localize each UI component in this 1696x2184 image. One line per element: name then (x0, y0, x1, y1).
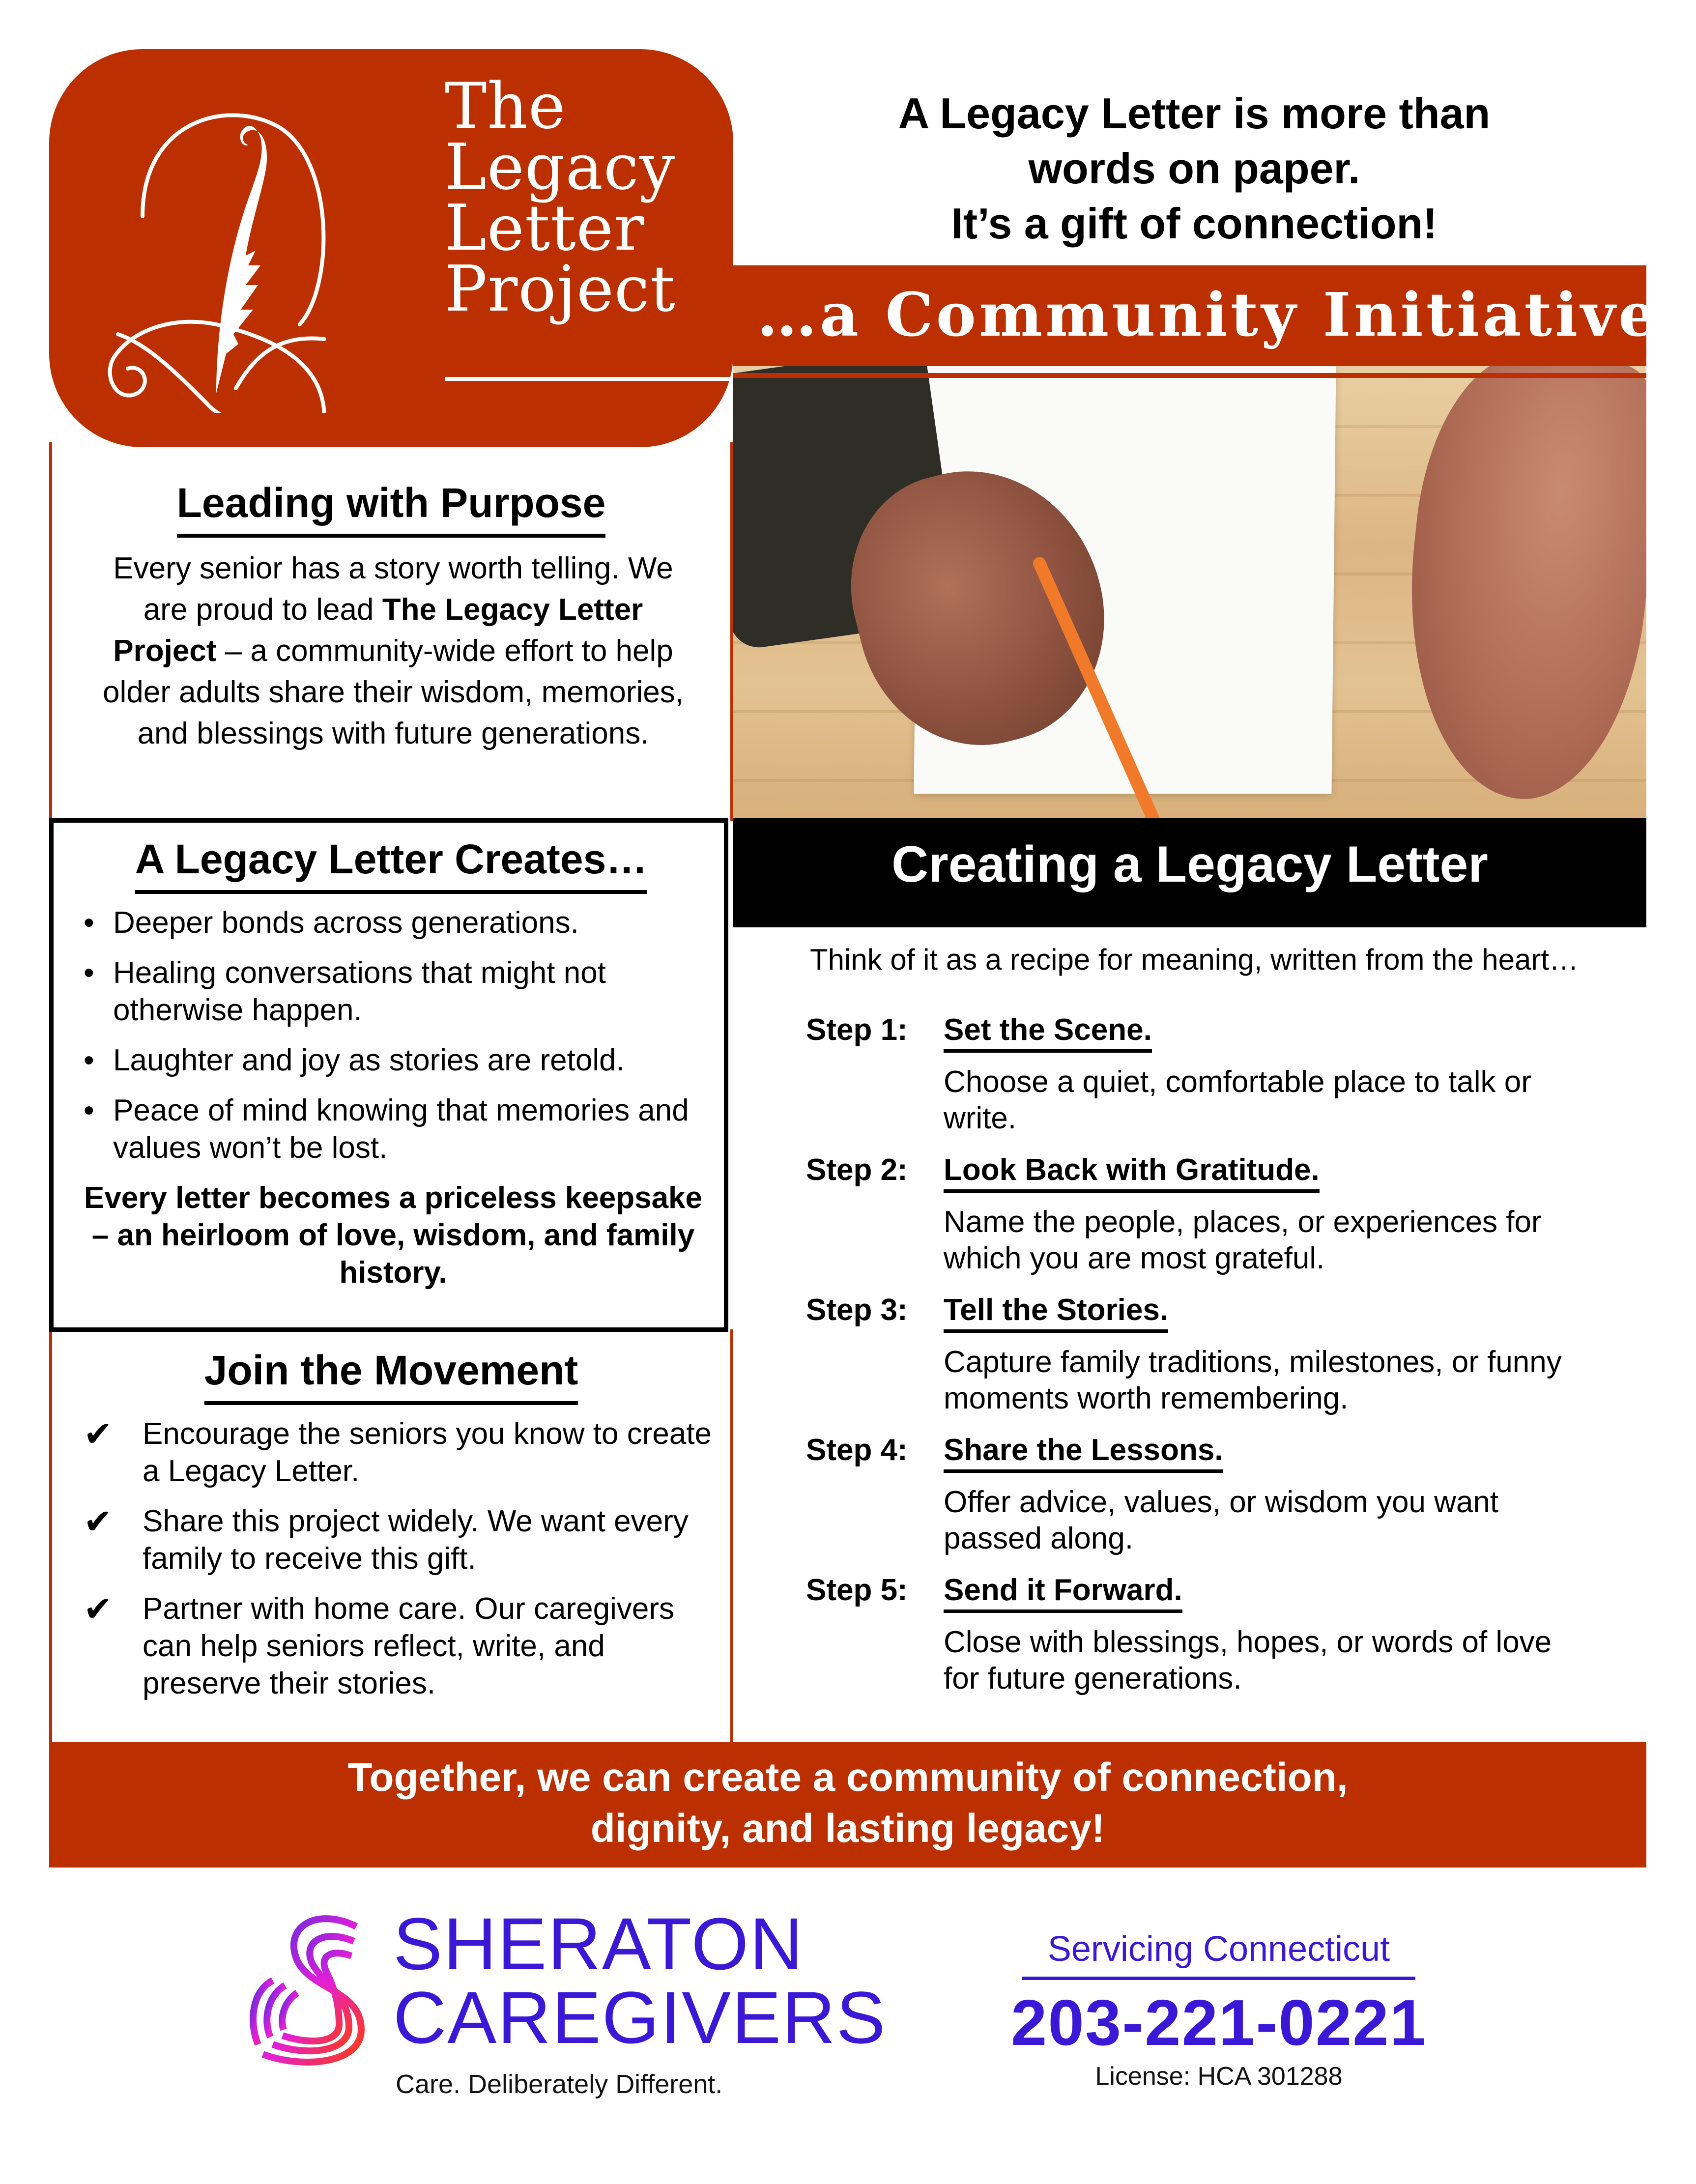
brand-line: CAREGIVERS (393, 1976, 887, 2059)
step-title: Send it Forward. (944, 1573, 1182, 1613)
leading-body-text: Every senior has a story worth telling. We are proud to lead (113, 551, 673, 627)
step-title: Set the Scene. (944, 1012, 1152, 1053)
bullet-icon: • (84, 906, 94, 940)
logo-title-line: The (445, 70, 566, 143)
step-number: Step 1: (806, 1013, 908, 1047)
fingerprint-s-icon (243, 1907, 376, 2074)
join-heading-text: Join the Movement (204, 1347, 578, 1405)
license-number: License: HCA 301288 (1095, 2062, 1343, 2091)
list-item (74, 1042, 713, 1079)
step-description: Offer advice, values, or wisdom you want passed along. (944, 1485, 1499, 1555)
join-list (74, 1415, 722, 1715)
creates-list (74, 904, 713, 1179)
list-item-text: Peace of mind knowing that memories and values won’t be lost. (113, 1093, 689, 1165)
list-item-text: Laughter and joy as stories are retold. (113, 1043, 625, 1077)
leading-body-text: – a community-wide effort to help older adults share their wisdom, memories, and blessings with future generations. (103, 634, 684, 750)
logo-title (445, 70, 720, 326)
banner-line: Together, we can create a community of connection, (347, 1755, 1348, 1800)
list-item-text: Partner with home care. Our caregivers can help seniors reflect, write, and preserve their stories. (143, 1592, 674, 1700)
join-heading (49, 1347, 733, 1405)
checkmark-icon: ✔ (84, 1415, 113, 1453)
sheraton-caregivers-wordmark (393, 1902, 887, 2059)
tagline-line: It’s a gift of connection! (951, 199, 1437, 248)
list-item (74, 954, 713, 1029)
list-item (74, 1415, 722, 1490)
step-title: Tell the Stories. (944, 1293, 1168, 1333)
resting-hand (1389, 366, 1646, 810)
leading-heading-text: Leading with Purpose (177, 479, 606, 538)
list-item-text: Encourage the seniors you know to create a Legacy Letter. (143, 1417, 712, 1488)
tagline-line: A Legacy Letter is more than (898, 89, 1491, 138)
service-divider (1022, 1977, 1415, 1980)
photo-top-rule (733, 373, 1646, 378)
list-item-text: Healing conversations that might not otherwise happen. (113, 956, 606, 1027)
logo-divider (445, 377, 732, 381)
step-title: Share the Lessons. (944, 1433, 1223, 1473)
step-number: Step 4: (806, 1433, 908, 1467)
quill-scroll-icon (69, 79, 442, 413)
step-number: Step 2: (806, 1153, 908, 1187)
creates-heading-text: A Legacy Letter Creates… (135, 835, 648, 894)
checkmark-icon: ✔ (84, 1502, 113, 1541)
tagline-line: words on paper. (1028, 144, 1360, 193)
list-item (74, 1590, 722, 1702)
tagline (742, 86, 1646, 251)
logo-title-line: Letter (445, 192, 645, 265)
phone-number[interactable]: 203-221-0221 (1010, 1986, 1427, 2059)
step-description: Name the people, places, or experiences for which you are most grateful. (944, 1205, 1542, 1275)
leading-heading (49, 479, 733, 538)
project-name-bold: The Legacy Letter Project (113, 593, 643, 668)
creating-heading: Creating a Legacy Letter (891, 836, 1488, 893)
list-item-text: Share this project widely. We want every family to receive this gift. (143, 1504, 689, 1576)
creating-intro: Think of it as a recipe for meaning, written from the heart… (809, 943, 1579, 976)
banner-line: dignity, and lasting legacy! (590, 1806, 1105, 1851)
checkmark-icon: ✔ (84, 1590, 113, 1628)
step-description: Capture family traditions, milestones, or funny moments worth remembering. (944, 1345, 1562, 1415)
bullet-icon: • (84, 956, 94, 990)
brand-tagline: Care. Deliberately Different. (396, 2069, 723, 2099)
closing-banner-text (49, 1752, 1646, 1854)
leading-body (98, 548, 688, 754)
list-item (74, 1503, 722, 1578)
logo-title-line: Legacy (445, 131, 675, 204)
list-item-text: Deeper bonds across generations. (113, 906, 579, 940)
community-initiative-text: …a Community Initiative (757, 279, 1660, 350)
step-description: Choose a quiet, comfortable place to talk or write. (944, 1065, 1531, 1135)
service-area: Servicing Connecticut (1047, 1929, 1390, 1969)
hands-writing-photo (733, 366, 1646, 818)
step-description: Close with blessings, hopes, or words of love for future generations. (944, 1625, 1552, 1695)
brand-line: SHERATON (393, 1902, 804, 1985)
step-number: Step 5: (806, 1573, 908, 1607)
list-item (74, 1092, 713, 1167)
bullet-icon: • (84, 1093, 94, 1127)
logo-title-line: Project (445, 253, 676, 326)
creates-heading (49, 835, 733, 894)
step-title: Look Back with Gratitude. (944, 1152, 1320, 1193)
bullet-icon: • (84, 1043, 94, 1077)
step-number: Step 3: (806, 1293, 908, 1327)
creates-closing-statement: Every letter becomes a priceless keepsake – an heirloom of love, wisdom, and family history. (84, 1181, 703, 1290)
list-item (74, 904, 713, 942)
